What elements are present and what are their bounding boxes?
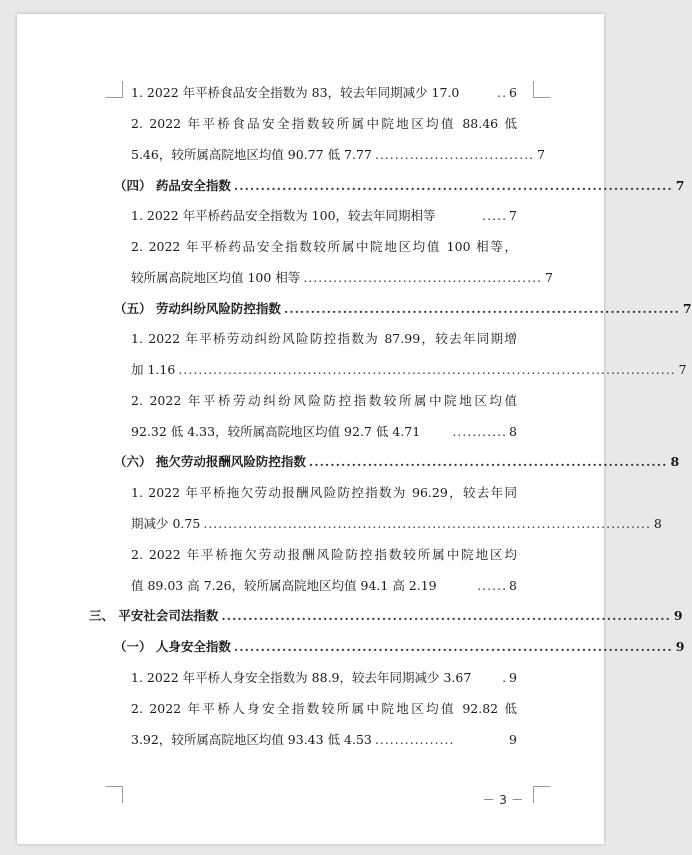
toc-entry-text: 2. 2022 年平桥劳动纠纷风险防控指数较所属中院地区均值 bbox=[131, 393, 517, 408]
toc-page-number: 8 bbox=[509, 424, 517, 439]
toc-entry-text: 2. 2022 年平桥食品安全指数较所属中院地区均值 88.46 低 bbox=[131, 116, 517, 131]
toc-entry-text: 2. 2022 年平桥拖欠劳动报酬风险防控指数较所属中院地区均 bbox=[131, 547, 517, 562]
toc-page-number: 7 bbox=[537, 147, 545, 162]
toc-entry[interactable] bbox=[131, 577, 517, 595]
page-number: － 3 － bbox=[482, 792, 524, 807]
toc-page-number: 7 bbox=[678, 362, 687, 377]
toc-entry-text: 92.32 低 4.33，较所属高院地区均值 92.7 低 4.71 bbox=[131, 424, 421, 439]
toc-page-number: 8 bbox=[653, 516, 662, 531]
toc-page-number: 9 bbox=[509, 732, 517, 747]
toc-entry[interactable] bbox=[131, 146, 545, 164]
toc-entry[interactable] bbox=[131, 84, 517, 102]
crop-mark-bottom-left bbox=[106, 786, 123, 803]
toc-page-number: 9 bbox=[673, 608, 683, 623]
toc-entry-text: 1. 2022 年平桥食品安全指数为 83，较去年同期减少 17.0 bbox=[131, 85, 460, 100]
toc-entry[interactable] bbox=[131, 423, 517, 441]
toc-entry-text: 1. 2022 年平桥劳动纠纷风险防控指数为 87.99，较去年同期增 bbox=[131, 331, 517, 346]
toc-page-number: 7 bbox=[675, 178, 685, 193]
toc-leader-dots: ...... bbox=[477, 578, 508, 593]
toc-leader-dots: .................................................................................. bbox=[233, 178, 673, 193]
toc-page-number: 8 bbox=[670, 454, 680, 469]
toc-entry[interactable] bbox=[131, 269, 553, 287]
toc-page-number: 9 bbox=[675, 639, 685, 654]
toc-leader-dots: ................................................ bbox=[303, 270, 543, 285]
toc-page-number: 7 bbox=[545, 270, 553, 285]
toc-entry-text: （一） 人身安全指数 bbox=[114, 639, 231, 654]
toc-leader-dots: .................................................................................. bbox=[233, 639, 673, 654]
toc-entry[interactable] bbox=[114, 177, 685, 195]
toc-page-number: 8 bbox=[509, 578, 517, 593]
toc-page-number: 7 bbox=[682, 301, 692, 316]
toc-leader-dots: ..... bbox=[482, 208, 508, 223]
toc-entry-text: 值 89.03 高 7.26，较所属高院地区均值 94.1 高 2.19 bbox=[131, 578, 437, 593]
toc-entry-text: 较所属高院地区均值 100 相等 bbox=[131, 270, 301, 285]
toc-leader-dots: .. bbox=[497, 85, 508, 100]
toc-entry-text: 期减少 0.75 bbox=[131, 516, 201, 531]
toc-entry[interactable] bbox=[131, 669, 517, 687]
toc-entry-text: 1. 2022 年平桥拖欠劳动报酬风险防控指数为 96.29，较去年同 bbox=[131, 485, 517, 500]
toc-entry[interactable] bbox=[131, 700, 517, 718]
toc-page-number: 7 bbox=[509, 208, 517, 223]
toc-entry-text: （六） 拖欠劳动报酬风险防控指数 bbox=[114, 454, 306, 469]
toc-entry[interactable] bbox=[131, 515, 662, 533]
toc-leader-dots: ................ bbox=[374, 732, 455, 747]
toc-leader-dots: . bbox=[502, 670, 508, 685]
toc-entry[interactable] bbox=[131, 361, 687, 379]
toc-leader-dots: .......................................................................................... bbox=[203, 516, 651, 531]
toc-entry-text: （五） 劳动纠纷风险防控指数 bbox=[114, 301, 281, 316]
toc-leader-dots: .................................................................................... bbox=[221, 608, 671, 623]
toc-leader-dots: ................................................................... bbox=[308, 454, 668, 469]
toc-page-number: 9 bbox=[509, 670, 517, 685]
toc-entry-text: 5.46，较所属高院地区均值 90.77 低 7.77 bbox=[131, 147, 372, 162]
toc-entry[interactable] bbox=[131, 546, 517, 564]
toc-leader-dots: ................................ bbox=[374, 147, 535, 162]
toc-entry[interactable] bbox=[131, 330, 517, 348]
toc-entry[interactable] bbox=[131, 484, 517, 502]
crop-mark-top-left bbox=[106, 81, 123, 98]
toc-entry-text: （四） 药品安全指数 bbox=[114, 178, 231, 193]
toc-entry[interactable] bbox=[114, 300, 692, 318]
toc-leader-dots: .......................................................................... bbox=[283, 301, 680, 316]
toc-entry[interactable] bbox=[131, 238, 517, 256]
toc-entry[interactable] bbox=[114, 453, 680, 471]
toc-entry-text: 3.92，较所属高院地区均值 93.43 低 4.53 bbox=[131, 732, 372, 747]
toc-entry[interactable] bbox=[89, 607, 683, 625]
toc-leader-dots: .................................................................................................... bbox=[178, 362, 676, 377]
crop-mark-top-right bbox=[533, 81, 550, 98]
toc-entry-text: 1. 2022 年平桥药品安全指数为 100，较去年同期相等 bbox=[131, 208, 436, 223]
toc-entry[interactable] bbox=[131, 392, 517, 410]
toc-entry-text: 2. 2022 年平桥人身安全指数较所属中院地区均值 92.82 低 bbox=[131, 701, 517, 716]
toc-entry[interactable] bbox=[131, 115, 517, 133]
toc-entry[interactable] bbox=[131, 207, 517, 225]
crop-mark-bottom-right bbox=[533, 786, 550, 803]
toc-entry-text: 加 1.16 bbox=[131, 362, 176, 377]
toc-entry-text: 2. 2022 年平桥药品安全指数较所属中院地区均值 100 相等， bbox=[131, 239, 517, 254]
toc-entry[interactable] bbox=[114, 638, 685, 656]
document-page bbox=[17, 14, 692, 844]
toc-page-number: 6 bbox=[509, 85, 517, 100]
toc-entry-text: 1. 2022 年平桥人身安全指数为 88.9，较去年同期减少 3.67 bbox=[131, 670, 472, 685]
toc-leader-dots: ........... bbox=[452, 424, 508, 439]
toc-entry[interactable] bbox=[131, 731, 517, 749]
toc-entry-text: 三、 平安社会司法指数 bbox=[89, 608, 219, 623]
